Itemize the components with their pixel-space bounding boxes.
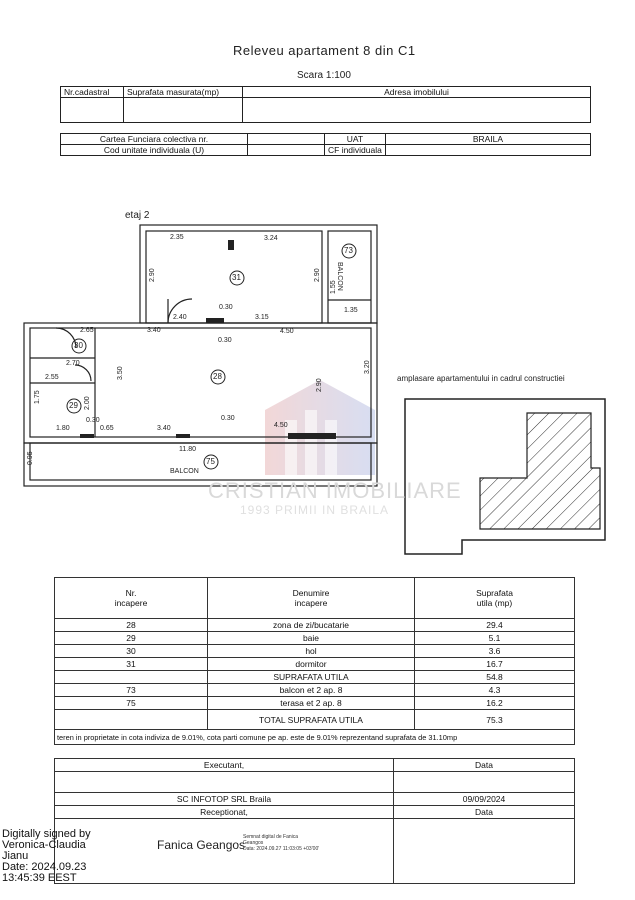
- adresa-header: Adresa imobilului: [243, 87, 591, 98]
- dim-label: 2.70: [66, 360, 80, 367]
- dim-label: 1.55: [330, 280, 337, 294]
- nr-cadastral-header: Nr.cadastral: [61, 87, 124, 98]
- dim-label: 0.30: [219, 304, 233, 311]
- dim-label: 4.50: [274, 422, 288, 429]
- dim-label: 11.80: [179, 446, 196, 453]
- table-row: 28 zona de zi/bucatarie 29.4: [55, 619, 575, 632]
- dim-label: 1.75: [34, 390, 41, 404]
- table-row: 29 baie 5.1: [55, 632, 575, 645]
- total-row: TOTAL SUPRAFATA UTILA 75.3: [55, 710, 575, 730]
- dim-label: 0.95: [27, 451, 34, 465]
- room-30-number: 30: [74, 341, 83, 350]
- dim-label: 0.30: [221, 415, 235, 422]
- watermark-text: CRISTIAN IMOBILIARE: [208, 478, 462, 503]
- apartment-location-hatch: [480, 413, 600, 529]
- dim-label: 2.40: [173, 314, 187, 321]
- dim-label: 3.24: [264, 235, 278, 242]
- document-title: Releveu apartament 8 din C1: [233, 43, 416, 58]
- table-row: 75 terasa et 2 ap. 8 16.2: [55, 697, 575, 710]
- cf-individuala-label: CF individuala: [325, 145, 386, 156]
- room-28-number: 28: [213, 372, 222, 381]
- dim-label: 3.20: [364, 360, 371, 374]
- uat-label: UAT: [325, 134, 386, 145]
- executant-date: 09/09/2024: [394, 793, 575, 806]
- dim-label: 2.90: [314, 268, 321, 282]
- table-row: 73 balcon et 2 ap. 8 4.3: [55, 684, 575, 697]
- dim-label: 1.35: [344, 307, 358, 314]
- dim-label: 2.00: [84, 396, 91, 410]
- watermark-subtext: 1993 PRIMII IN BRAILA: [240, 503, 390, 517]
- suprafata-header: Suprafata masurata(mp): [124, 87, 243, 98]
- room-29-number: 29: [69, 401, 78, 410]
- dim-label: 0.65: [100, 425, 114, 432]
- cod-unitate-label: Cod unitate individuala (U): [61, 145, 248, 156]
- dim-label: 3.15: [255, 314, 269, 321]
- dim-label: 3.50: [117, 366, 124, 380]
- balcon-73-label: BALCON: [336, 262, 343, 291]
- signer-name: Fanica Geangos: [157, 838, 246, 852]
- room-table: [54, 577, 575, 745]
- amplasare-label: amplasare apartamentului in cadrul constructiei: [397, 374, 565, 383]
- table-row: 30 hol 3.6: [55, 645, 575, 658]
- table-header-suprafata: Suprafata utila (mp): [415, 578, 575, 619]
- note-row: [55, 730, 575, 745]
- dim-label: 0.30: [86, 417, 100, 424]
- carte-funciara-label: Cartea Funciara colectiva nr.: [61, 134, 248, 145]
- dim-label: 3.40: [157, 425, 171, 432]
- suprafata-utila-row: SUPRAFATA UTILA 54.8: [55, 671, 575, 684]
- balcon-75-label: BALCON: [170, 468, 199, 475]
- data-label: Data: [394, 806, 575, 819]
- signature-stamp: Semnat digital de Fanica Geangos Data: 2024.09.27 11:03:05 +03'00': [243, 834, 320, 852]
- dim-label: 3.40: [147, 327, 161, 334]
- dim-label: 1.80: [56, 425, 70, 432]
- table-header-nr: Nr. incapere: [55, 578, 208, 619]
- dim-label: 2.55: [45, 374, 59, 381]
- dim-label: 2.90: [149, 268, 156, 282]
- footer-table: [54, 758, 575, 884]
- dim-label: 0.30: [218, 337, 232, 344]
- room-31-number: 31: [232, 273, 241, 282]
- scale-label: Scara 1:100: [297, 70, 351, 81]
- dim-label: 4.50: [280, 328, 294, 335]
- table-row: 31 dormitor 16.7: [55, 658, 575, 671]
- dim-label: 2.35: [170, 234, 184, 241]
- room-75-number: 75: [206, 457, 215, 466]
- company-name: SC INFOTOP SRL Braila: [55, 793, 394, 806]
- executant-label: Executant,: [55, 759, 394, 772]
- floor-label: etaj 2: [125, 210, 150, 221]
- digital-signature: Digitally signed by Veronica-Claudia Jianu Date: 2024.09.23 13:45:39 EEST: [2, 828, 91, 884]
- table-header-denumire: Denumire incapere: [208, 578, 415, 619]
- note-text: teren in proprietate in cota indiviza de 9.01%, cota parti comune pe ap. este de 9.01% reprezentand suprafata de 31.10mp: [55, 730, 575, 745]
- data-label: Data: [394, 759, 575, 772]
- dim-label: 2.90: [316, 378, 323, 392]
- receptionat-label: Receptionat,: [55, 806, 394, 819]
- uat-value: BRAILA: [385, 134, 590, 145]
- dim-label: 2.65: [80, 327, 94, 334]
- room-73-number: 73: [344, 246, 353, 255]
